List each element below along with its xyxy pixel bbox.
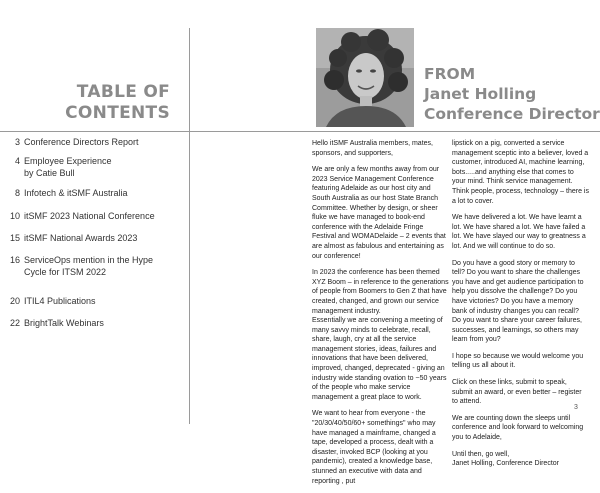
paragraph: In 2023 the conference has been themed XYZ Boom – in reference to the generations of people from Boomers to Gen Z that have created, changed, and grown our service management industry. Essentially we are convening a meeting of many savvy minds to celebrate, recall, share, laugh, cry at all the service management stories, ideas, failures and innovations that have been delivered, improved, changed, deprecated - giving an industry wide standing ovation to ~50 years of the people who make service management a great place to work. (312, 269, 449, 401)
heading-line3: Conference Director (424, 105, 600, 123)
author-photo (316, 28, 414, 127)
toc-item-label: Conference Directors Report (24, 137, 139, 147)
toc-item-number: 8 (14, 188, 20, 198)
toc-item-label: itSMF 2023 National Conference (24, 211, 155, 221)
toc-item-label: Employee Experience by Catie Bull (24, 156, 112, 178)
toc-item-label: ServiceOps mention in the Hype Cycle for ITSM 2022 (24, 255, 154, 277)
toc-item[interactable] (6, 155, 186, 179)
toc-title-line2: CONTENTS (65, 103, 170, 123)
heading-line1: FROM (424, 65, 476, 83)
article-column-right (452, 139, 589, 476)
portrait-image (316, 28, 414, 127)
article-column-left (312, 139, 449, 493)
toc-item[interactable] (6, 136, 186, 148)
toc-item-number: 10 (9, 211, 20, 221)
signature: Until then, go well, Janet Holling, Conference Director (452, 450, 559, 468)
heading-line2: Janet Holling (424, 85, 537, 103)
toc-item-number: 16 (9, 255, 20, 265)
toc-item[interactable] (6, 210, 186, 222)
toc-item-label: ITIL4 Publications (24, 296, 96, 306)
paragraph: We want to hear from everyone - the "20/30/40/50/60+ somethings" who may have managed a mainframe, changed a tape, developed a process, dealt with a disaster, invoked BCP (looking at you pandemic), created a knowledge base, stunned an executive with data and reporting , put (312, 410, 436, 485)
toc-item-number: 4 (14, 156, 20, 166)
toc-title (20, 82, 170, 124)
toc-item-number: 3 (14, 137, 20, 147)
toc-item-number: 22 (9, 318, 20, 328)
page-number: 3 (574, 404, 578, 411)
toc-title-line1: TABLE OF (76, 82, 170, 102)
toc-item[interactable] (6, 232, 186, 244)
toc-item-label: BrightTalk Webinars (24, 318, 104, 328)
paragraph: I hope so because we would welcome you telling us all about it. (452, 352, 584, 370)
toc-item[interactable] (6, 254, 186, 278)
vertical-divider (189, 28, 190, 424)
paragraph: Hello itSMF Australia members, mates, sponsors, and supporters, (312, 140, 433, 157)
paragraph: Do you have a good story or memory to tell? Do you want to share the challenges you have and get audience participation to help you dissolve the challenge? Do you have victories? Do you have a memory bank of industry changes you can recall? Do you want to share your career failures, successes, and learnings, so others may learn from you? (452, 259, 584, 344)
paragraph: lipstick on a pig, converted a service management sceptic into a believer, loved a customer, introduced AI, machine learning, bots.....and anything else that comes to your mind. Think service management. Think people, process, technology – there is a lot to cover. (452, 140, 589, 205)
toc-item[interactable] (6, 295, 186, 307)
horizontal-divider (0, 131, 600, 132)
links-paragraph[interactable]: Click on these links, submit to speak, submit an award, or even better – register to attend. (452, 379, 582, 406)
toc-item[interactable] (6, 317, 186, 329)
toc-item-number: 20 (9, 296, 20, 306)
paragraph: We are only a few months away from our 2023 Service Management Conference featuring Adelaide as our host city and South Australia as our host State Branch Committee. Whether by design, or sheer fluke we have managed to book-end conference with the Adelaide Fringe Festival and WOMADelaide – 2 events that are almost as fabulous and entertaining as our conference! (312, 166, 446, 260)
paragraph: We have delivered a lot. We have learnt a lot. We have shared a lot. We have failed a lot. We have slayed our way to greatness a lot. And we will continue to do so. (452, 214, 586, 250)
toc-item[interactable] (6, 187, 186, 199)
paragraph: We are counting down the sleeps until conference and look forward to welcoming you to Adelaide, (452, 414, 584, 442)
article-heading (424, 64, 600, 124)
toc-item-label: Infotech & itSMF Australia (24, 188, 128, 198)
toc-item-number: 15 (9, 233, 20, 243)
toc-item-label: itSMF National Awards 2023 (24, 233, 138, 243)
